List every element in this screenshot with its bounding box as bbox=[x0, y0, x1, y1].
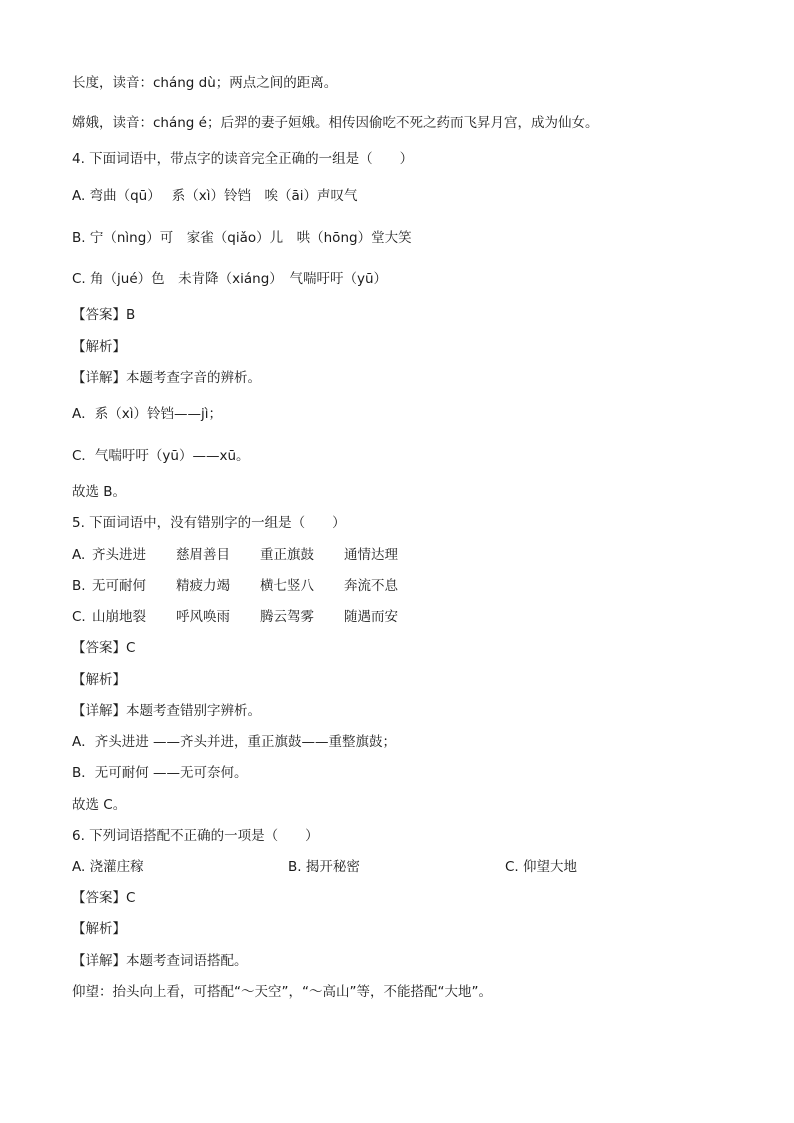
option-word: 精疲力竭 bbox=[176, 578, 230, 594]
question-6-detail: 【详解】本题考查词语搭配。 bbox=[72, 953, 248, 969]
question-6-answer: 【答案】C bbox=[72, 890, 136, 906]
option-letter: A. bbox=[72, 547, 86, 563]
option-word: 慈眉善目 bbox=[176, 547, 230, 563]
option-word: 呼风唤雨 bbox=[176, 609, 230, 625]
question-5-answer: 【答案】C bbox=[72, 640, 136, 656]
question-4-option-c: C. 角（jué）色 未肯降（xiáng） 气喘吁吁（yū） bbox=[72, 271, 388, 287]
question-4-stem: 4. 下面词语中，带点字的读音完全正确的一组是（ ） bbox=[72, 151, 414, 167]
option-word: 奔流不息 bbox=[344, 578, 398, 594]
question-4-detail-a: A．系（xì）铃铛——jì； bbox=[72, 406, 222, 422]
option-word: 随遇而安 bbox=[344, 609, 398, 625]
option-word: 无可耐何 bbox=[92, 578, 146, 594]
question-5-stem: 5. 下面词语中，没有错别字的一组是（ ） bbox=[72, 515, 346, 531]
question-6-stem: 6. 下列词语搭配不正确的一项是（ ） bbox=[72, 828, 319, 844]
question-4-choose: 故选 B。 bbox=[72, 484, 127, 500]
option-word: 腾云驾雾 bbox=[260, 609, 314, 625]
question-4-analysis-label: 【解析】 bbox=[72, 339, 126, 355]
question-5-analysis-label: 【解析】 bbox=[72, 672, 126, 688]
option-word: 齐头进进 bbox=[92, 547, 146, 563]
definition-change: 嫦娥，读音：cháng é；后羿的妻子姮娥。相传因偷吃不死之药而飞昇月宫，成为仙女。 bbox=[72, 115, 599, 131]
question-6-option-b: B. 揭开秘密 bbox=[288, 859, 360, 875]
question-5-detail: 【详解】本题考查错别字辨析。 bbox=[72, 703, 261, 719]
question-4-option-a: A. 弯曲（qū） 系（xì）铃铛 唉（āi）声叹气 bbox=[72, 188, 358, 204]
question-6-option-c: C. 仰望大地 bbox=[505, 859, 578, 875]
question-4-option-b: B. 宁（nìng）可 家雀（qiǎo）儿 哄（hōng）堂大笑 bbox=[72, 230, 412, 246]
question-5-detail-b: B．无可耐何 ——无可奈何。 bbox=[72, 765, 248, 781]
question-5-choose: 故选 C。 bbox=[72, 797, 127, 813]
definition-length: 长度，读音：cháng dù；两点之间的距离。 bbox=[72, 75, 338, 91]
question-4-detail: 【详解】本题考查字音的辨析。 bbox=[72, 370, 261, 386]
option-word: 重正旗鼓 bbox=[260, 547, 314, 563]
option-word: 通情达理 bbox=[344, 547, 398, 563]
option-letter: B. bbox=[72, 578, 86, 594]
question-5-detail-a: A．齐头进进 ——齐头并进，重正旗鼓——重整旗鼓； bbox=[72, 734, 397, 750]
question-6-detail-text: 仰望：抬头向上看，可搭配“～天空”，“～高山”等，不能搭配“大地”。 bbox=[72, 984, 492, 1000]
question-6-analysis-label: 【解析】 bbox=[72, 921, 126, 937]
question-4-detail-c: C．气喘吁吁（yū）——xū。 bbox=[72, 448, 250, 464]
option-word: 山崩地裂 bbox=[92, 609, 146, 625]
question-4-answer: 【答案】B bbox=[72, 307, 136, 323]
option-letter: C. bbox=[72, 609, 86, 625]
question-6-option-a: A. 浇灌庄稼 bbox=[72, 859, 144, 875]
option-word: 横七竖八 bbox=[260, 578, 314, 594]
